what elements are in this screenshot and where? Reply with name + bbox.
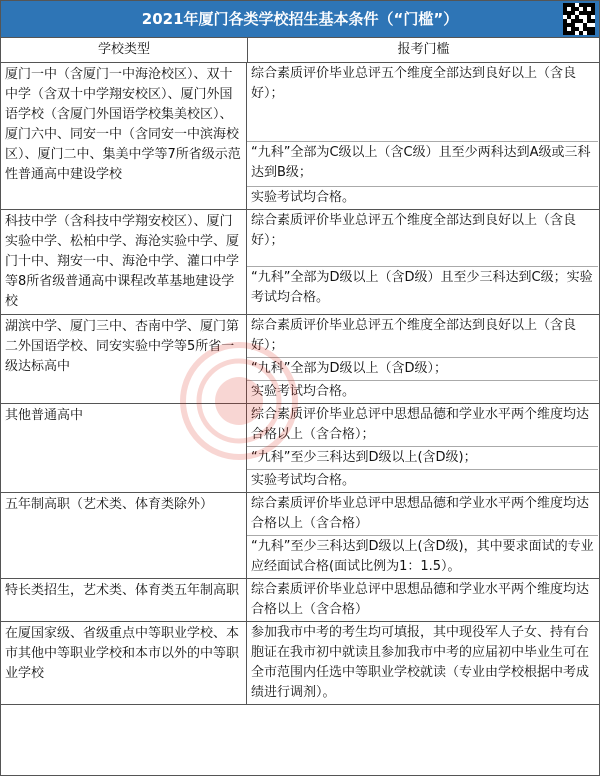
table-title xyxy=(1,1,599,37)
school-type-cell: 其他普通高中 xyxy=(1,404,247,492)
table-row xyxy=(1,63,599,210)
header-school-type: 学校类型 xyxy=(1,38,248,62)
requirement-item: 综合素质评价毕业总评五个维度全部达到良好以上（含良好）； xyxy=(247,315,598,358)
table-row xyxy=(1,579,599,622)
requirement-item: 参加我市中考的考生均可填报，其中现役军人子女、持有台胞证在我市初中就读且参加我市中考的应届初中毕业生可在全市范围内任选中等职业学校就读（专业由学校根据中考成绩进行调剂）。 xyxy=(251,625,590,700)
requirements-cell xyxy=(247,210,598,314)
requirement-item: 综合素质评价毕业总评中思想品德和学业水平两个维度均达合格以上（含合格） xyxy=(247,493,598,536)
requirement-item: “九科”至少三科达到D级以上(含D级)，其中要求面试的专业应经面试合格(面试比例为1：1.5）。 xyxy=(251,539,594,574)
requirement-item: “九科”至少三科达到D级以上(含D级)； xyxy=(247,447,598,470)
requirement-item: “九科”全部为D级以上（含D级）； xyxy=(247,358,598,381)
table-row xyxy=(1,493,599,579)
requirements-cell xyxy=(247,404,598,492)
title-text: 2021年厦门各类学校招生基本条件（“门槛”） xyxy=(141,10,459,28)
requirement-item: 实验考试均合格。 xyxy=(251,473,356,488)
requirement-item: 综合素质评价毕业总评五个维度全部达到良好以上（含良好）； xyxy=(247,210,598,267)
requirements-cell xyxy=(247,63,598,209)
requirements-cell xyxy=(247,493,598,578)
school-type-cell: 科技中学（含科技中学翔安校区）、厦门实验中学、松柏中学、海沧实验中学、厦门十中、翔安一中、海沧中学、灌口中学等8所省级普通高中课程改革基地建设学校 xyxy=(1,210,247,314)
requirement-item: 综合素质评价毕业总评五个维度全部达到良好以上（含良好）； xyxy=(247,63,598,142)
requirement-item: “九科”全部为C级以上（含C级）且至少两科达到A级或三科达到B级； xyxy=(247,142,598,187)
school-type-cell: 特长类招生，艺术类、体育类五年制高职 xyxy=(1,579,247,621)
table-row xyxy=(1,622,599,705)
requirement-item: 实验考试均合格。 xyxy=(251,384,356,399)
school-type-cell: 厦门一中（含厦门一中海沧校区）、双十中学（含双十中学翔安校区）、厦门外国语学校（含厦门外国语学校集美校区）、厦门六中、同安一中（含同安一中滨海校区）、厦门二中、集美中学等7所省级示范性普通高中建设学校 xyxy=(1,63,247,209)
table-header xyxy=(1,37,599,63)
requirement-item: “九科”全部为D级以上（含D级）且至少三科达到C级；实验考试均合格。 xyxy=(251,270,593,305)
school-type-cell: 湖滨中学、厦门三中、杏南中学、厦门第二外国语学校、同安实验中学等5所省一级达标高中 xyxy=(1,315,247,403)
qr-code-icon xyxy=(563,3,595,35)
table-row xyxy=(1,210,599,315)
requirements-cell xyxy=(247,579,598,621)
table-row xyxy=(1,404,599,493)
requirement-item: 综合素质评价毕业总评中思想品德和学业水平两个维度均达合格以上（含合格）； xyxy=(247,404,598,447)
header-requirements: 报考门槛 xyxy=(397,42,450,57)
requirement-item: 综合素质评价毕业总评中思想品德和学业水平两个维度均达合格以上（含合格） xyxy=(251,582,590,617)
requirements-cell xyxy=(247,622,598,704)
school-type-cell: 五年制高职（艺术类、体育类除外） xyxy=(1,493,247,578)
school-type-cell: 在厦国家级、省级重点中等职业学校、本市其他中等职业学校和本市以外的中等职业学校 xyxy=(1,622,247,704)
requirements-cell xyxy=(247,315,598,403)
requirement-item: 实验考试均合格。 xyxy=(251,190,356,205)
table-row xyxy=(1,315,599,404)
